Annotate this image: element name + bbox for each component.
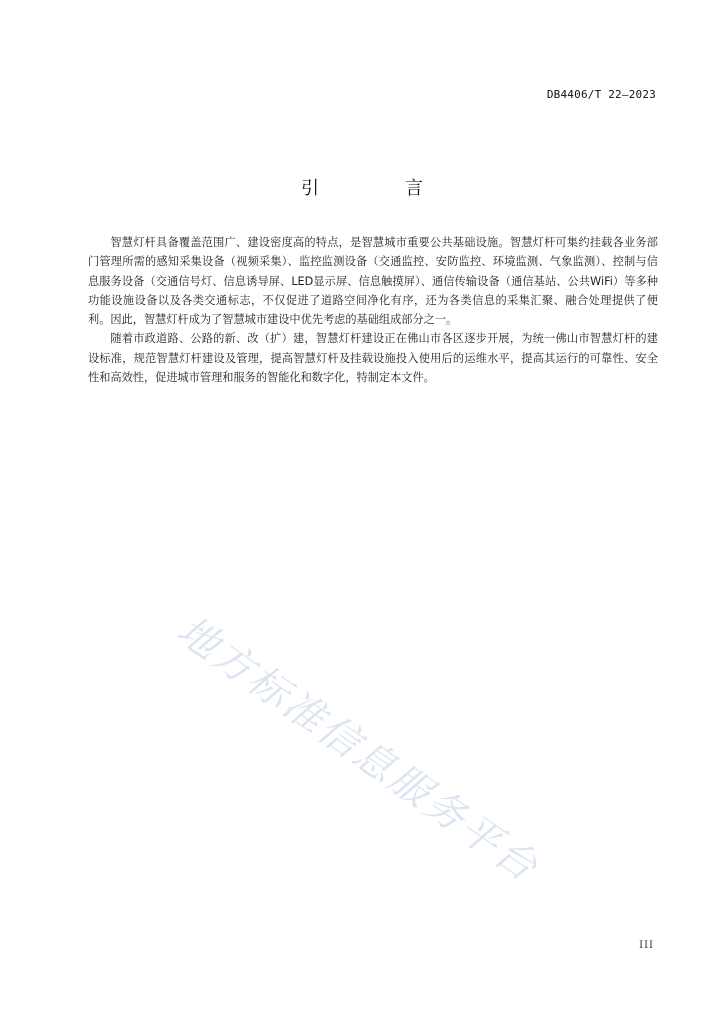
paragraph-1: 智慧灯杆具备覆盖范围广、建设密度高的特点，是智慧城市重要公共基础设施。智慧灯杆可集约挂载各业务部门管理所需的感知采集设备（视频采集）、监控监测设备（交通监控、安防监控、环境监测、气象监测）、控制与信息服务设备（交通信号灯、信息诱导屏、LED显示屏、信息触摸屏）、通信传输设备（通信基站、公共WiFi）等多种功能设施设备以及各类交通标志，不仅促进了道路空间净化有序，还为各类信息的采集汇聚、融合处理提供了便利。因此，智慧灯杆成为了智慧城市建设中优先考虑的基础组成部分之一。 (88, 236, 658, 327)
page-number: III (639, 940, 654, 951)
section-title: 引 言 (301, 178, 457, 199)
document-code: DB4406/T 22—2023 (546, 88, 656, 101)
watermark: 地方标准信息服务平台 (168, 607, 548, 892)
paragraph-2: 随着市政道路、公路的新、改（扩）建，智慧灯杆建设正在佛山市各区逐步开展，为统一佛山市智慧灯杆的建设标准，规范智慧灯杆建设及管理，提高智慧灯杆及挂载设施投入使用后的运维水平，提高其运行的可靠性、安全性和高效性，促进城市管理和服务的智能化和数字化，特制定本文件。 (88, 332, 658, 385)
body-text (88, 233, 658, 387)
